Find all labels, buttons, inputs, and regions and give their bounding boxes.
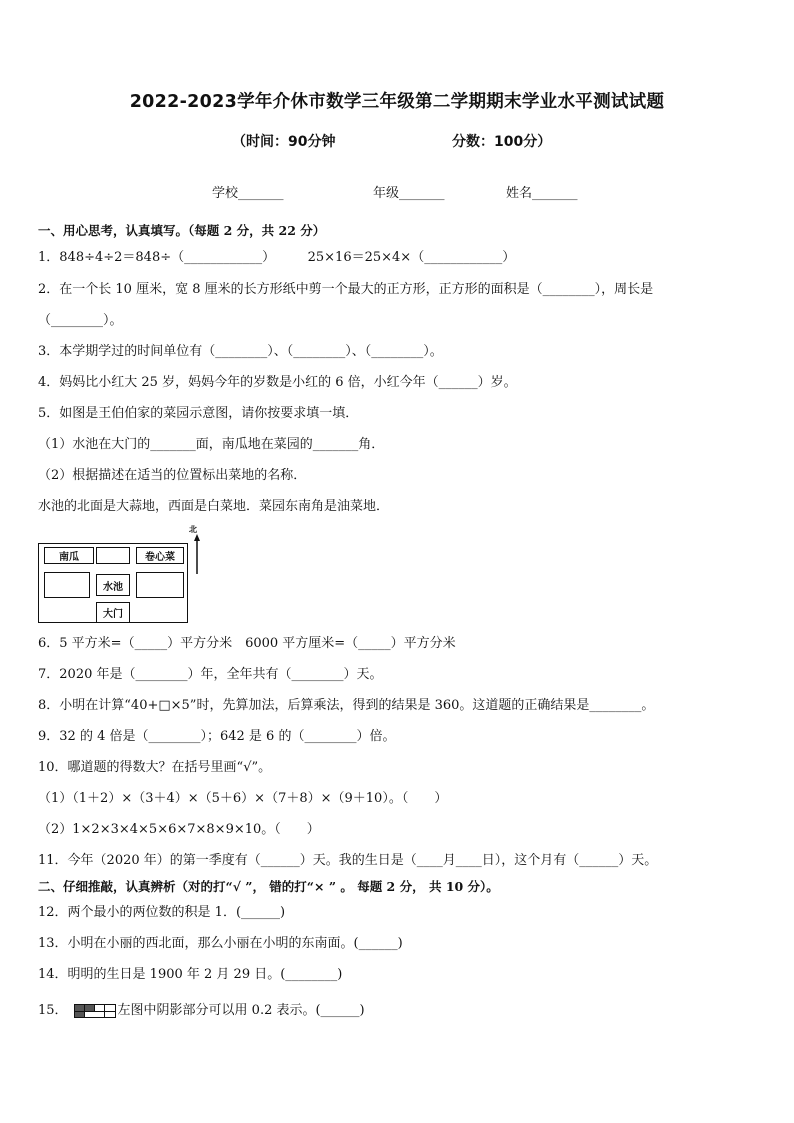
student-fields [0, 182, 794, 200]
section-2-heading: 二、仔细推敲，认真辨析（对的打“√ ”， 错的打“× ” 。 每题 2 分， 共 10 分）。 [38, 879, 499, 894]
empty-plot-east [136, 572, 184, 598]
north-label: 北 [189, 524, 197, 534]
empty-plot-north [96, 547, 130, 564]
exam-time: （时间：90分钟 [232, 134, 336, 150]
question-7: 7．2020 年是（________）年，全年共有（________）天。 [38, 667, 383, 682]
question-12: 12．两个最小的两位数的积是 1．(______) [38, 905, 286, 920]
question-5: 5．如图是王伯伯家的菜园示意图，请你按要求填一填． [38, 406, 359, 421]
question-8: 8．小明在计算“40+□×5”时，先算加法，后算乘法，得到的结果是 360。这道题的正确结果是________。 [38, 698, 655, 713]
question-4: 4．妈妈比小红大 25 岁，妈妈今年的岁数是小红的 6 倍，小红今年（______）岁。 [38, 375, 517, 390]
shaded-grid-icon [74, 1004, 116, 1018]
question-14: 14．明明的生日是 1900 年 2 月 29 日。(________) [38, 967, 343, 982]
grid-midline [75, 1011, 115, 1012]
question-2-cont: （________）。 [38, 313, 123, 328]
pumpkin-plot: 南瓜 [44, 547, 94, 564]
empty-plot-west [44, 572, 90, 598]
question-10: 10．哪道题的得数大？在括号里画“√”。 [38, 760, 272, 775]
question-15-number: 15． [38, 1003, 68, 1018]
school-field[interactable]: 学校_______ [212, 186, 284, 201]
grade-field[interactable]: 年级_______ [373, 186, 445, 201]
exam-meta [0, 131, 794, 151]
question-13: 13．小明在小丽的西北面，那么小丽在小明的东南面。(______) [38, 936, 403, 951]
question-2: 2．在一个长 10 厘米，宽 8 厘米的长方形纸中剪一个最大的正方形，正方形的面积是（________），周长是 [38, 282, 654, 297]
question-11: 11．今年（2020 年）的第一季度有（______）天。我的生日是（____月____日），这个月有（______）天。 [38, 853, 658, 868]
question-15 [38, 1002, 365, 1020]
north-arrow-icon [189, 524, 202, 578]
question-1: 1．848÷4÷2＝848÷（____________） 25×16＝25×4×（____________） [38, 250, 516, 265]
cabbage-plot: 卷心菜 [136, 547, 184, 564]
question-10-part-2: （2）1×2×3×4×5×6×7×8×9×10。（ ） [38, 822, 320, 837]
question-6: 6．5 平方米=（_____）平方分米 6000 平方厘米=（_____）平方分米 [38, 636, 456, 651]
gate-plot: 大门 [96, 602, 130, 623]
exam-score: 分数：100分） [452, 134, 552, 150]
question-10-part-1: （1）（1＋2）×（3＋4）×（5＋6）×（7＋8）×（9＋10）。（ ） [38, 791, 448, 806]
question-5-description: 水池的北面是大蒜地，西面是白菜地．菜园东南角是油菜地． [38, 499, 390, 514]
pool-plot: 水池 [96, 574, 130, 596]
garden-diagram [38, 524, 202, 624]
question-9: 9．32 的 4 倍是（________）；642 是 6 的（________）倍。 [38, 729, 396, 744]
question-5-part-2: （2）根据描述在适当的位置标出菜地的名称． [38, 468, 307, 483]
page-title: 2022-2023学年介休市数学三年级第二学期期末学业水平测试试题 [129, 92, 665, 112]
section-1-heading: 一、用心思考，认真填写。（每题 2 分，共 22 分） [38, 223, 326, 238]
question-15-text: 左图中阴影部分可以用 0.2 表示。(______) [117, 1003, 365, 1018]
question-3: 3．本学期学过的时间单位有（________）、（________）、（________）。 [38, 344, 443, 359]
name-field[interactable]: 姓名_______ [506, 186, 578, 201]
question-5-part-1: （1）水池在大门的_______面，南瓜地在菜园的_______角． [38, 437, 385, 452]
